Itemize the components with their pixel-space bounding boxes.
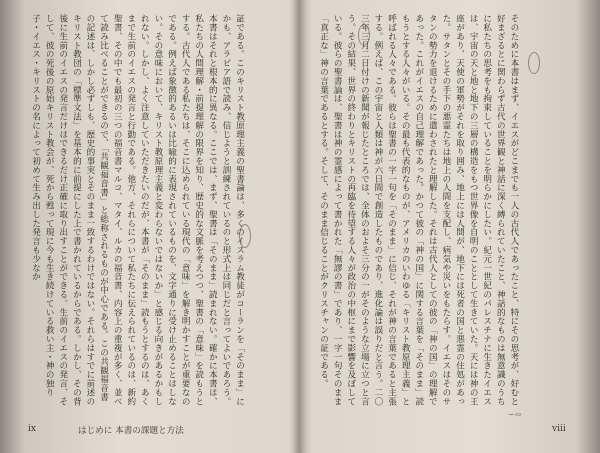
right-page-text bbox=[316, 14, 520, 406]
left-page-body: 証である。このキリスト教原理主義の聖書論は、多くのイスラム教徒がコーランを「そのまま」にかも、アラビア語で読み、信じようと訓練されているのと形式上は同じだと言ってよいであろう。本書はそれと根本的に異なる。ここでは、まず、聖書は「そのまま」読まれない。確かに本書は、私たちの人間理解・前提理解の限界を知り、歴史的な文脈を考えつつ、聖書の「意味」を読もうとする。古代人である私たちは、そこに込められている現代の「意味」を解き明かすことが重要なのである。例えば象徴的あるいは比喩的に表現されているものを、文字通りに受け止めることはしない。その意味において、キリスト教原理主義と変わらないではないか」と感じる向きがあるかもしれない。しかし、よく注意していただきたいのだが、本書が「そのまま」読もうとするのは、あくまで生前のイエスの発言と行動である。他方、それらについて私たちに伝えられているのは、新約聖書、その中でも最初の三つの福音書マルコ、マタイ、ルカの福音書、内容上の重複が多く、並べて読み比べることができるので、「共観福音書」と総称されるものが中心である。この共観福音書の記述は、しかし必ずしも、歴史的事実とそのまま一致するわけではない。それらはすでに前述のキリスト教団の「標準文法」を基本的に前提にした上で書かれているからである。しかし、その背後に生前のイエスの発言だけはできるだけ正確に取り出すことができる。生前のイエスの発言、そして、彼の死後の原始キリスト教会が、死から甦って現に今も生き続けている救い主・神の独り子・イエス・キリストの名によって初めて生み出した発言も少なか bbox=[30, 14, 245, 406]
right-page bbox=[316, 14, 578, 406]
book-gutter bbox=[292, 0, 306, 453]
left-page-text bbox=[28, 14, 246, 406]
right-page-number: viii bbox=[552, 424, 566, 434]
left-page-number: ix bbox=[28, 424, 36, 434]
pencil-circle-mark bbox=[358, 24, 370, 46]
running-title: はじめに 本書の課題と方法 bbox=[78, 426, 184, 436]
left-page bbox=[28, 14, 286, 406]
pencil-circle-mark bbox=[528, 52, 540, 74]
pencil-circle-mark bbox=[239, 224, 251, 248]
ornament-icon: ∽∾ bbox=[508, 410, 522, 419]
right-page-body: そのために本書はまず、イエスがどこまでも一人の古代人であったこと、特にその思考が、好むと好まざるとに関わらず古代の世界観と神話に深く縛られていたこと、神話的なものは無意識のうちに私たちの思考をも拘束していることを明らかにしたい。紀元一世紀のパレスチナに生きたイエスは、宇宙の天と地と地下の三層の構造をもつ世界像を自明のこととして生きていた。天には神の王座があり、天使の軍勢がそれを取り囲み、地上には人間が、地下には死者の国と悪霊の住処があった。サタンとその手下の悪霊たちは地上の人間を支配し、病気や災いをもたらす。イエスはそのサタンの勢力を退けるために遣わされたと理解した。それは古代人としての彼の「神の国」の理解であった。これがイエスの自己理解であった。かつて彼の「神の国」に関する言葉を「そのまま」読もうとする人々がいる。その最も代表的なものが、アメリカのいわゆる「キリスト教原理主義」と呼ばれる人々である。彼らは聖書の一字一句を「そのまま」に信じ、それが神の言葉であると主張する。例えば、この宇宙と人類は神が六日間で創造したものであり、進化論は誤りだと言う。二〇三年三月二日付けの新聞が報じたところでは、全体のおよそ三分の一がそのような立場に立つと言う。その結果、世界の終わりとキリストの再臨を待望する人々が政治の中枢にまで影響を及ぼしている。彼らの聖書論は、聖書は神の霊感によって書かれた「無謬の書」であり、一字一句そのまま「真正な」神の言葉であるとする。そして、そのまま信じることがクリスチャンの証である。 bbox=[318, 14, 519, 406]
